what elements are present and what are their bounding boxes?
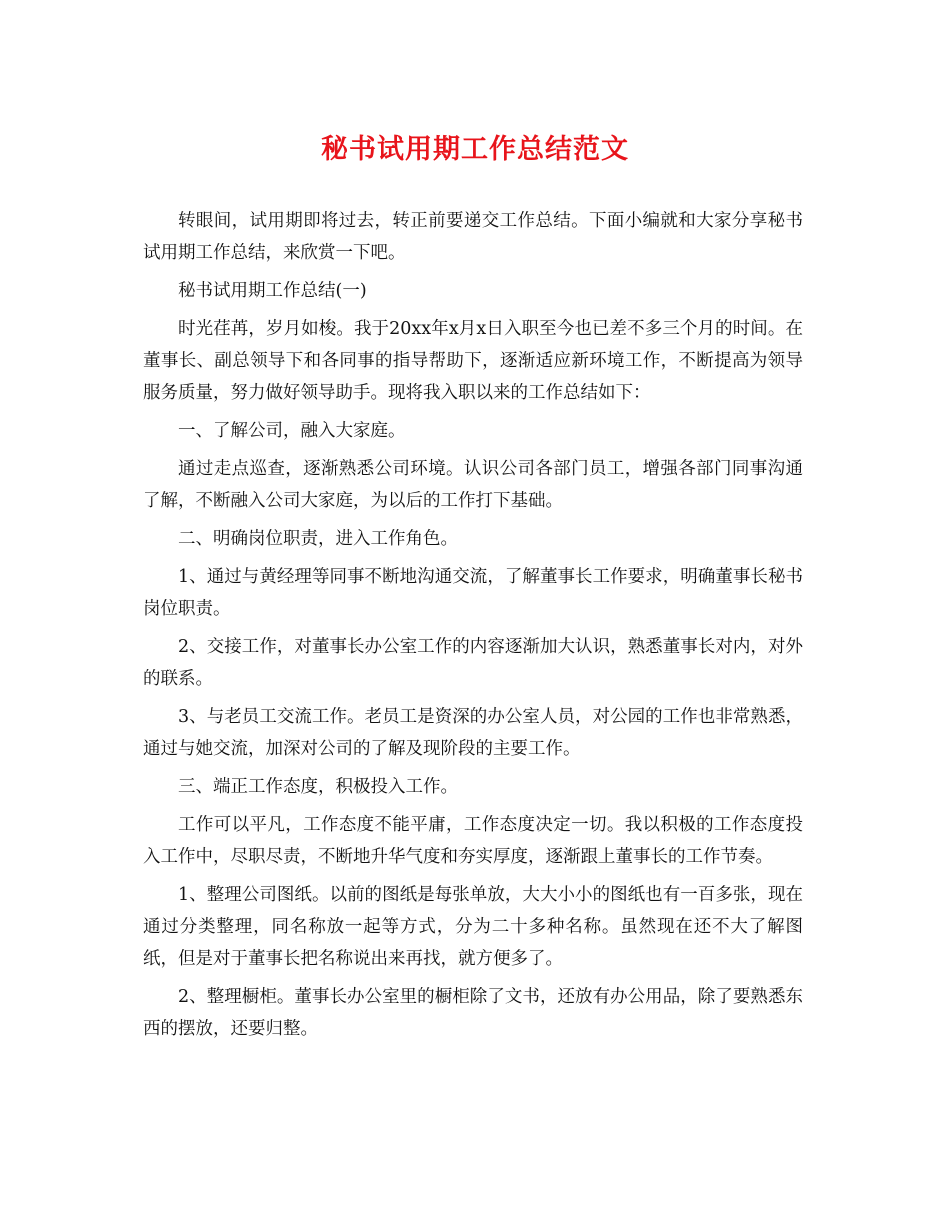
section-heading: 秘书试用期工作总结(一)	[178, 281, 367, 301]
paragraph: 工作可以平凡，工作态度不能平庸，工作态度决定一切。我以积极的工作态度投入工作中，尽职尽责，不断地升华气度和夯实厚度，逐渐跟上董事长的工作节奏。	[143, 815, 803, 867]
subsection-heading: 三、端正工作态度，积极投入工作。	[178, 777, 458, 797]
paragraph-intro: 转眼间，试用期即将过去，转正前要递交工作总结。下面小编就和大家分享秘书试用期工作总结，来欣赏一下吧。	[143, 211, 803, 263]
list-item: 2、交接工作，对董事长办公室工作的内容逐渐加大认识，熟悉董事长对内，对外的联系。	[143, 637, 803, 689]
document-body	[143, 205, 803, 1051]
list-item: 2、整理橱柜。董事长办公室里的橱柜除了文书，还放有办公用品，除了要熟悉东西的摆放，还要归整。	[143, 987, 803, 1039]
subsection-heading: 二、明确岗位职责，进入工作角色。	[178, 529, 458, 549]
subsection-heading: 一、了解公司，融入大家庭。	[178, 421, 406, 441]
paragraph: 通过走点巡查，逐渐熟悉公司环境。认识公司各部门员工，增强各部门同事沟通了解，不断融入公司大家庭，为以后的工作打下基础。	[143, 459, 803, 511]
list-item: 3、与老员工交流工作。老员工是资深的办公室人员，对公园的工作也非常熟悉，通过与她交流，加深对公司的了解及现阶段的主要工作。	[143, 707, 803, 759]
list-item: 1、通过与黄经理等同事不断地沟通交流，了解董事长工作要求，明确董事长秘书岗位职责。	[143, 567, 803, 619]
paragraph: 时光荏苒，岁月如梭。我于20xx年x月x日入职至今也已差不多三个月的时间。在董事长、副总领导下和各同事的指导帮助下，逐渐适应新环境工作，不断提高为领导服务质量，努力做好领导助手。现将我入职以来的工作总结如下：	[143, 319, 803, 403]
page-title: 秘书试用期工作总结范文	[321, 134, 629, 165]
list-item: 1、整理公司图纸。以前的图纸是每张单放，大大小小的图纸也有一百多张，现在通过分类整理，同名称放一起等方式，分为二十多种名称。虽然现在还不大了解图纸，但是对于董事长把名称说出来再找，就方便多了。	[143, 885, 803, 969]
